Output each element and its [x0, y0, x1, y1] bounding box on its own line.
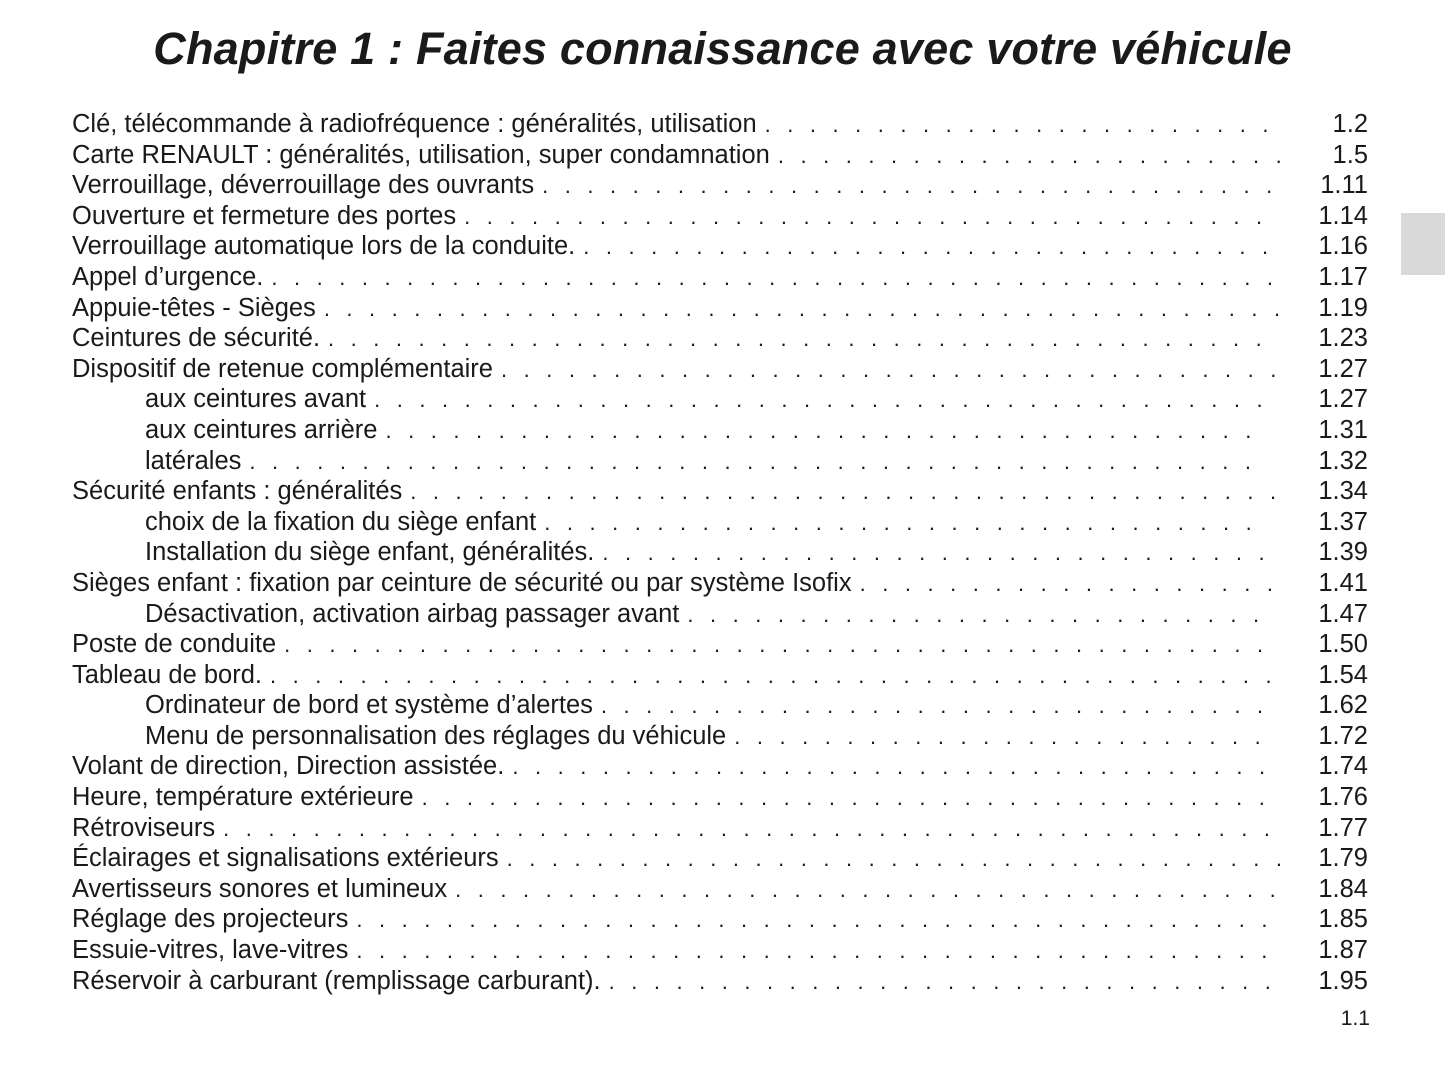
toc-entry[interactable] [72, 476, 1368, 507]
toc-entry[interactable] [72, 140, 1368, 171]
toc-subentry[interactable] [72, 446, 1368, 477]
toc-dot-leader [770, 141, 1280, 172]
toc-entry-page: 1.87 [1318, 936, 1368, 965]
toc-entry[interactable] [72, 201, 1368, 232]
toc-dot-leader [601, 967, 1280, 998]
toc-dot-leader [726, 722, 1264, 753]
toc-entry[interactable] [72, 813, 1368, 844]
toc-entry-label: Désactivation, activation airbag passager avant [145, 599, 680, 628]
toc-subentry[interactable] [72, 599, 1368, 630]
toc-dot-leader [316, 294, 1280, 325]
toc-entry[interactable] [72, 935, 1368, 966]
toc-entry-label: Rétroviseurs [72, 813, 216, 842]
toc-entry-label: Tableau de bord. [72, 660, 262, 689]
toc-entry[interactable] [72, 629, 1368, 660]
toc-entry-label: Heure, température extérieure [72, 783, 414, 812]
toc-entry-label: latérales [145, 446, 242, 475]
toc-dot-leader [536, 508, 1264, 539]
toc-entry-label: aux ceintures arrière [145, 415, 378, 444]
toc-entry-label: choix de la fixation du siège enfant [145, 507, 537, 536]
toc-dot-leader [499, 844, 1280, 875]
toc-entry-label: Essuie-vitres, lave-vitres [72, 936, 349, 965]
toc-dot-leader [575, 232, 1280, 263]
toc-entry[interactable] [72, 966, 1368, 997]
toc-entry[interactable] [72, 109, 1368, 140]
toc-entry-page: 1.32 [1318, 446, 1368, 475]
toc-entry[interactable] [72, 568, 1368, 599]
toc-entry-page: 1.14 [1318, 201, 1368, 230]
toc-subentry[interactable] [72, 415, 1368, 446]
toc-entry-label: Éclairages et signalisations extérieurs [72, 844, 499, 873]
toc-entry-page: 1.31 [1318, 415, 1368, 444]
toc-entry-page: 1.34 [1318, 477, 1368, 506]
toc-entry-page: 1.27 [1318, 385, 1368, 414]
toc-entry-label: Ceintures de sécurité. [72, 324, 321, 353]
toc-dot-leader [504, 752, 1280, 783]
toc-entry-page: 1.2 [1332, 110, 1368, 138]
toc-entry-label: Verrouillage automatique lors de la conduite. [72, 232, 576, 261]
toc-entry[interactable] [72, 323, 1368, 354]
toc-entry[interactable] [72, 170, 1368, 201]
toc-dot-leader [366, 385, 1264, 416]
toc-dot-leader [262, 661, 1280, 692]
page-number: 1.1 [1340, 1007, 1370, 1030]
toc-dot-leader [594, 538, 1264, 569]
toc-entry-page: 1.62 [1318, 691, 1368, 720]
toc-dot-leader [241, 447, 1264, 478]
toc-entry-page: 1.11 [1320, 171, 1368, 200]
toc-entry-label: Verrouillage, déverrouillage des ouvrants [72, 171, 535, 200]
toc-entry[interactable] [72, 660, 1368, 691]
toc-entry-page: 1.23 [1318, 324, 1368, 353]
toc-subentry[interactable] [72, 721, 1368, 752]
toc-entry-label: Réglage des projecteurs [72, 905, 349, 934]
toc-dot-leader [377, 416, 1264, 447]
chapter-title: Chapitre 1 : Faites connaissance avec votre véhicule [153, 23, 1292, 74]
toc-entry-label: Réservoir à carburant (remplissage carburant). [72, 966, 601, 995]
toc-entry[interactable] [72, 751, 1368, 782]
toc-entry-page: 1.19 [1318, 293, 1368, 322]
toc-entry-page: 1.41 [1318, 568, 1368, 597]
toc-dot-leader [402, 477, 1280, 508]
toc-dot-leader [593, 691, 1264, 722]
toc-entry[interactable] [72, 354, 1368, 385]
toc-entry-page: 1.72 [1318, 721, 1368, 750]
toc-dot-leader [276, 630, 1280, 661]
toc-dot-leader [493, 355, 1280, 386]
toc-entry-label: Volant de direction, Direction assistée. [72, 752, 505, 781]
chapter-tab-marker [1401, 213, 1445, 275]
toc-entry-page: 1.54 [1318, 660, 1368, 689]
toc-entry[interactable] [72, 843, 1368, 874]
toc-entry[interactable] [72, 293, 1368, 324]
toc-entry-page: 1.50 [1318, 630, 1368, 659]
toc-entry-label: Appuie-têtes - Sièges [72, 293, 316, 322]
toc-entry-label: Sièges enfant : fixation par ceinture de sécurité ou par système Isofix [72, 568, 852, 597]
toc-dot-leader [215, 814, 1280, 845]
toc-entry-label: Appel d’urgence. [72, 262, 264, 291]
toc-entry-label: Carte RENAULT : généralités, utilisation, super condamnation [72, 140, 770, 169]
toc-entry-label: Dispositif de retenue complémentaire [72, 354, 493, 383]
toc-dot-leader [534, 171, 1280, 202]
toc-entry[interactable] [72, 782, 1368, 813]
toc-entry[interactable] [72, 904, 1368, 935]
toc-dot-leader [348, 905, 1280, 936]
toc-entry-page: 1.84 [1318, 874, 1368, 903]
toc-subentry[interactable] [72, 537, 1368, 568]
table-of-contents [72, 109, 1368, 996]
toc-entry-page: 1.37 [1318, 507, 1368, 536]
toc-dot-leader [263, 263, 1280, 294]
toc-entry-page: 1.16 [1318, 232, 1368, 261]
toc-subentry[interactable] [72, 690, 1368, 721]
toc-entry-page: 1.77 [1318, 813, 1368, 842]
toc-entry[interactable] [72, 231, 1368, 262]
toc-dot-leader [679, 600, 1264, 631]
toc-dot-leader [852, 569, 1280, 600]
toc-dot-leader [447, 875, 1280, 906]
toc-subentry[interactable] [72, 507, 1368, 538]
toc-entry-label: Sécurité enfants : généralités [72, 477, 403, 506]
toc-dot-leader [348, 936, 1280, 967]
toc-entry-page: 1.17 [1318, 262, 1368, 291]
toc-entry-page: 1.85 [1318, 905, 1368, 934]
toc-entry-page: 1.5 [1332, 140, 1368, 169]
toc-entry-label: Ouverture et fermeture des portes [72, 201, 457, 230]
toc-entry-page: 1.74 [1318, 752, 1368, 781]
toc-entry[interactable] [72, 262, 1368, 293]
toc-entry-label: Menu de personnalisation des réglages du véhicule [145, 721, 727, 750]
toc-dot-leader [320, 324, 1280, 355]
toc-entry-label: Poste de conduite [72, 630, 277, 659]
toc-entry-page: 1.79 [1318, 844, 1368, 873]
toc-entry-label: Ordinateur de bord et système d’alertes [145, 691, 593, 720]
toc-dot-leader [456, 202, 1280, 233]
toc-dot-leader [757, 110, 1280, 141]
toc-entry-page: 1.47 [1318, 599, 1368, 628]
toc-entry[interactable] [72, 874, 1368, 905]
toc-entry-label: Avertisseurs sonores et lumineux [72, 874, 448, 903]
toc-entry-label: aux ceintures avant [145, 385, 367, 414]
toc-entry-label: Installation du siège enfant, généralités. [145, 538, 595, 567]
toc-entry-page: 1.76 [1318, 783, 1368, 812]
toc-entry-page: 1.27 [1318, 354, 1368, 383]
toc-entry-page: 1.95 [1318, 966, 1368, 995]
toc-subentry[interactable] [72, 384, 1368, 415]
toc-dot-leader [414, 783, 1280, 814]
toc-entry-page: 1.39 [1318, 538, 1368, 567]
toc-entry-label: Clé, télécommande à radiofréquence : généralités, utilisation [72, 110, 757, 138]
